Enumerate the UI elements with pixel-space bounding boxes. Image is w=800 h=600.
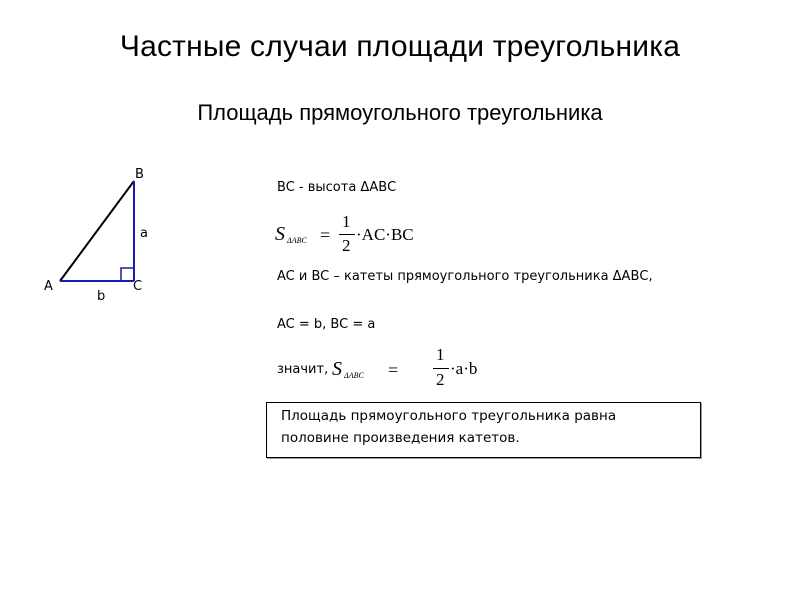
side-label-a: a bbox=[140, 226, 148, 241]
therefore-label: значит, bbox=[277, 362, 329, 377]
slide-subtitle: Площадь прямоугольного треугольника bbox=[197, 100, 603, 125]
area-symbol: S bbox=[332, 358, 342, 380]
height-statement: BC - высота ΔАВС bbox=[277, 180, 397, 195]
fraction-bar bbox=[433, 368, 449, 369]
fraction-bar bbox=[339, 234, 355, 235]
equals-sign: = bbox=[320, 225, 331, 245]
area-subscript: ΔABC bbox=[287, 236, 307, 245]
fraction-numerator: 1 bbox=[436, 345, 445, 364]
conclusion-line-2: половине произведения катетов. bbox=[281, 430, 520, 446]
area-subscript: ΔABC bbox=[344, 371, 364, 380]
vertex-label-a: A bbox=[44, 279, 53, 294]
equals-sign: = bbox=[388, 360, 399, 380]
legs-statement: AC и BC – катеты прямоугольного треугольника ΔАВС, bbox=[277, 269, 653, 284]
area-symbol: S bbox=[275, 223, 285, 245]
vertex-label-b: B bbox=[135, 167, 144, 182]
area-formula-a-b bbox=[330, 345, 500, 401]
fraction-denominator: 2 bbox=[436, 370, 445, 389]
side-label-b: b bbox=[97, 289, 106, 304]
right-triangle-figure bbox=[35, 160, 165, 310]
vertex-label-c: C bbox=[133, 279, 143, 294]
hypotenuse-ab bbox=[60, 181, 134, 281]
values-statement: AC = b, BC = a bbox=[277, 317, 376, 332]
conclusion-box bbox=[266, 402, 701, 458]
fraction-denominator: 2 bbox=[342, 236, 351, 255]
slide-title: Частные случаи площади треугольника bbox=[119, 30, 681, 63]
area-formula-ac-bc bbox=[273, 212, 433, 268]
formula-factors: ·a·b bbox=[450, 359, 478, 378]
formula-factors: ·AC·BC bbox=[356, 225, 414, 244]
fraction-numerator: 1 bbox=[342, 212, 351, 231]
conclusion-line-1: Площадь прямоугольного треугольника равна bbox=[281, 408, 617, 424]
